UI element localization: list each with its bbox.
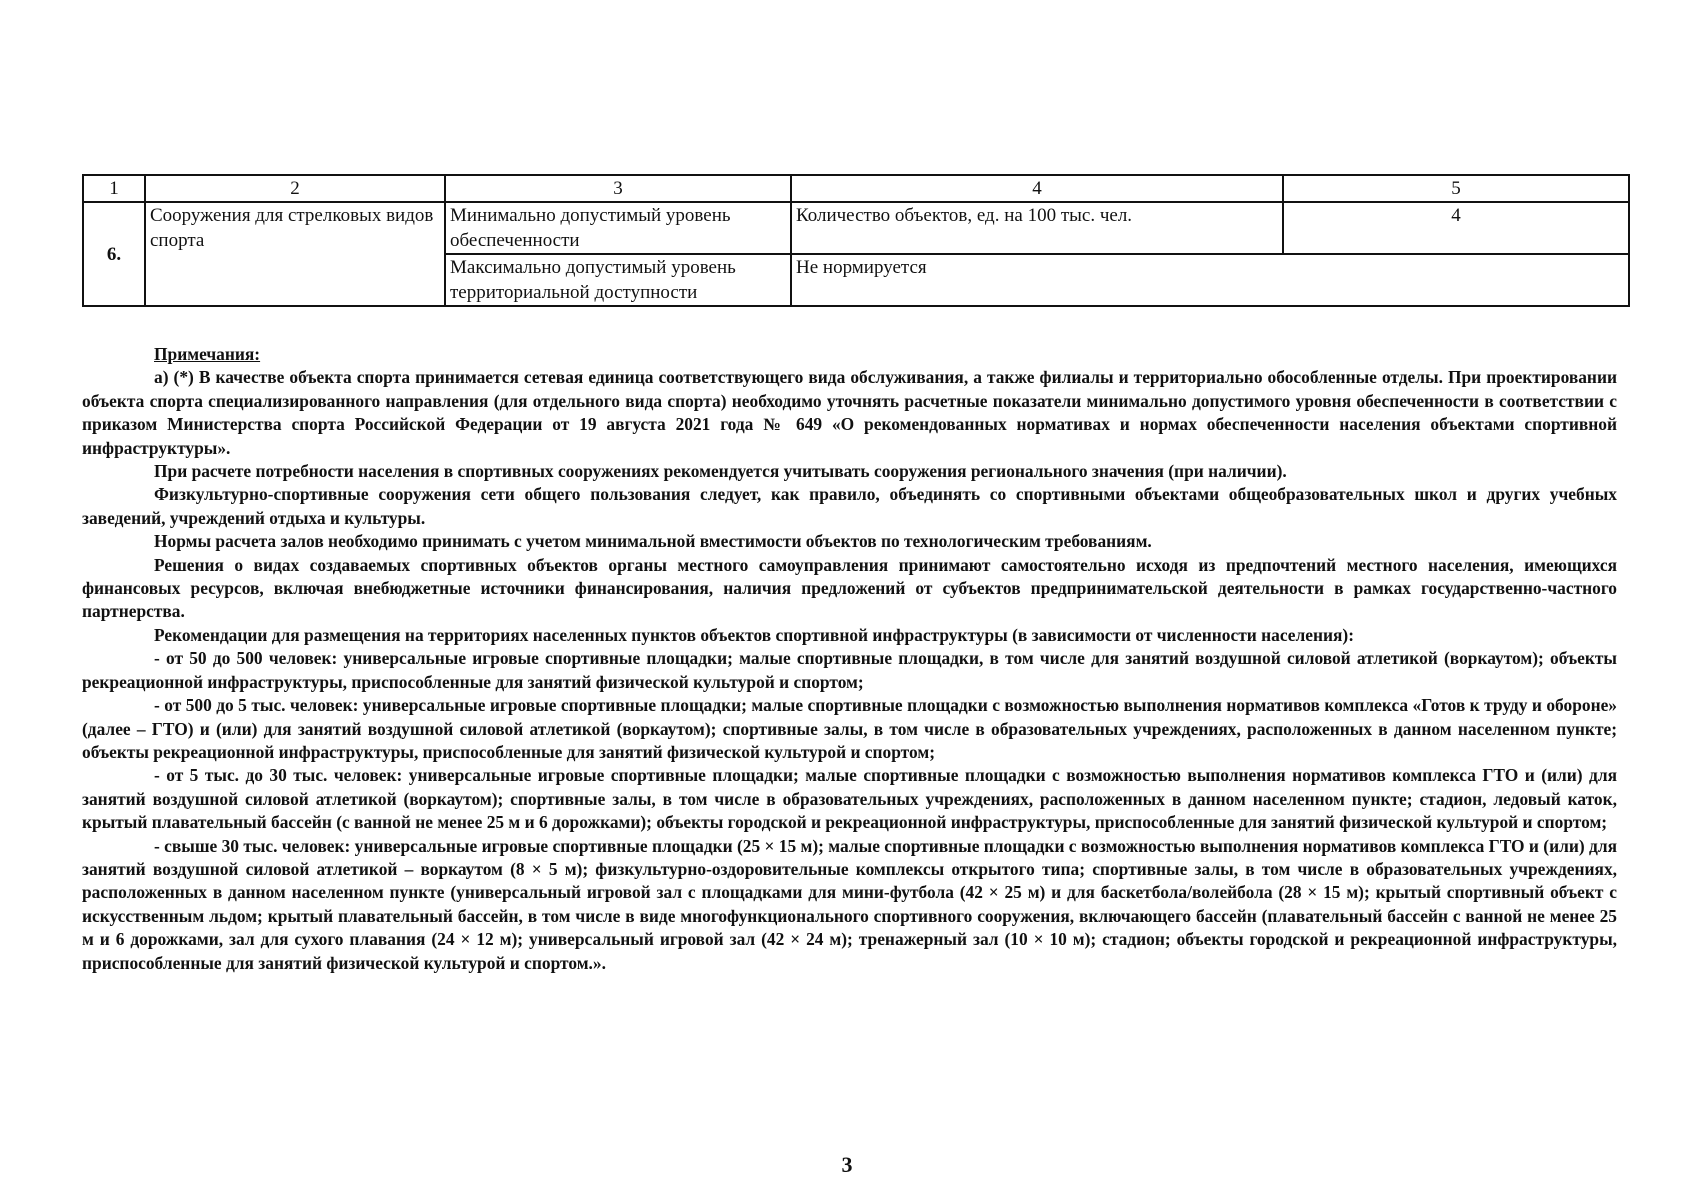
column-number-5: 5 [1283,175,1629,202]
note-paragraph: а) (*) В качестве объекта спорта принимается сетевая единица соответствующего вида обслуживания, а также филиалы и территориально обособленные отделы. При проектировании объекта спорта специализированного направления (для отдельного вида спорта) необходимо уточнять расчетные показатели минимально допустимого уровня обеспеченности в соответствии с приказом Министерства спорта Российской Федерации от 19 августа 2021 года № 649 «О рекомендованных нормативах и нормах обеспеченности населения объектами спортивной инфраструктуры». [82,367,1617,458]
indicator-label: Количество объектов, ед. на 100 тыс. чел. [791,202,1283,254]
norms-table [82,174,1630,307]
row-number: 6. [83,202,145,306]
note-paragraph: - от 5 тыс. до 30 тыс. человек: универсальные игровые спортивные площадки; малые спортивные площадки с возможностью выполнения нормативов комплекса ГТО и (или) для занятий воздушной силовой атлетикой (воркаутом); спортивные залы, в том числе в образовательных учреждениях, расположенных в данном населенном пункте; стадион, ледовый каток, крытый плавательный бассейн (с ванной не менее 25 м и 6 дорожками); объекты городской и рекреационной инфраструктуры, приспособленные для занятий физической культурой и спортом; [82,765,1617,833]
notes-title: Примечания: [154,344,261,364]
not-normed-text: Не нормируется [791,254,1629,306]
note-paragraph: Нормы расчета залов необходимо принимать с учетом минимальной вместимости объектов по технологическим требованиям. [154,531,1152,552]
note-paragraph: Решения о видах создаваемых спортивных объектов органы местного самоуправления принимают самостоятельно исходя из предпочтений местного населения, имеющихся финансовых ресурсов, включая внебюджетные источники финансирования, наличия предложений от субъектов предпринимательской деятельности в рамках государственно-частного партнерства. [82,554,1617,622]
note-paragraph: - от 500 до 5 тыс. человек: универсальные игровые спортивные площадки; малые спортивные площадки с возможностью выполнения нормативов комплекса «Готов к труду и обороне» (далее – ГТО) и (или) для занятий воздушной силовой атлетикой (воркаутом); спортивные залы, в том числе в образовательных учреждениях, расположенных в данном населенном пункте; объекты рекреационной инфраструктуры, приспособленные для занятий физической культурой и спортом; [82,695,1617,762]
note-paragraph: - от 50 до 500 человек: универсальные игровые спортивные площадки; малые спортивные площадки, в том числе для занятий воздушной силовой атлетикой (воркаутом); объекты рекреационной инфраструктуры, приспособленные для занятий физической культурой и спортом; [82,648,1617,692]
table-row [83,202,1629,254]
notes-section [82,343,1617,975]
column-number-2: 2 [145,175,445,202]
column-number-3: 3 [445,175,791,202]
table-header-row [83,175,1629,202]
note-paragraph: При расчете потребности населения в спортивных сооружениях рекомендуется учитывать сооружения регионального значения (при наличии). [154,461,1287,482]
note-paragraph: Физкультурно-спортивные сооружения сети общего пользования следует, как правило, объединять со спортивными объектами общеобразовательных школ и других учебных заведений, учреждений отдыха и культуры. [82,484,1617,528]
facility-name: Сооружения для стрелковых видов спорта [145,202,445,306]
column-number-1: 1 [83,175,145,202]
indicator-value: 4 [1283,202,1629,254]
max-level-label: Максимально допустимый уровень территориальной доступности [445,254,791,306]
column-number-4: 4 [791,175,1283,202]
note-paragraph: Рекомендации для размещения на территориях населенных пунктов объектов спортивной инфраструктуры (в зависимости от численности населения): [154,624,1355,645]
note-paragraph: - свыше 30 тыс. человек: универсальные игровые спортивные площадки (25 × 15 м); малые спортивные площадки с возможностью выполнения нормативов комплекса ГТО и (или) для занятий воздушной силовой атлетикой – воркаутом (8 × 5 м); физкультурно-оздоровительные комплексы открытого типа; спортивные залы, в том числе в образовательных учреждениях, расположенных в данном населенном пункте (универсальный игровой зал с площадками для мини-футбола (42 × 25 м) и для баскетбола/волейбола (28 × 15 м); крытый спортивный объект с искусственным льдом; крытый плавательный бассейн, в том числе в виде многофункционального спортивного сооружения, включающего бассейн (плавательный бассейн с ванной не менее 25 м и 6 дорожками, зал для сухого плавания (24 × 12 м); универсальный игровой зал (42 × 24 м); тренажерный зал (10 × 10 м); стадион; объекты городской и рекреационной инфраструктуры, приспособленные для занятий физической культурой и спортом.». [82,835,1617,973]
min-level-label: Минимально допустимый уровень обеспеченности [445,202,791,254]
page-number: 3 [841,1152,853,1177]
